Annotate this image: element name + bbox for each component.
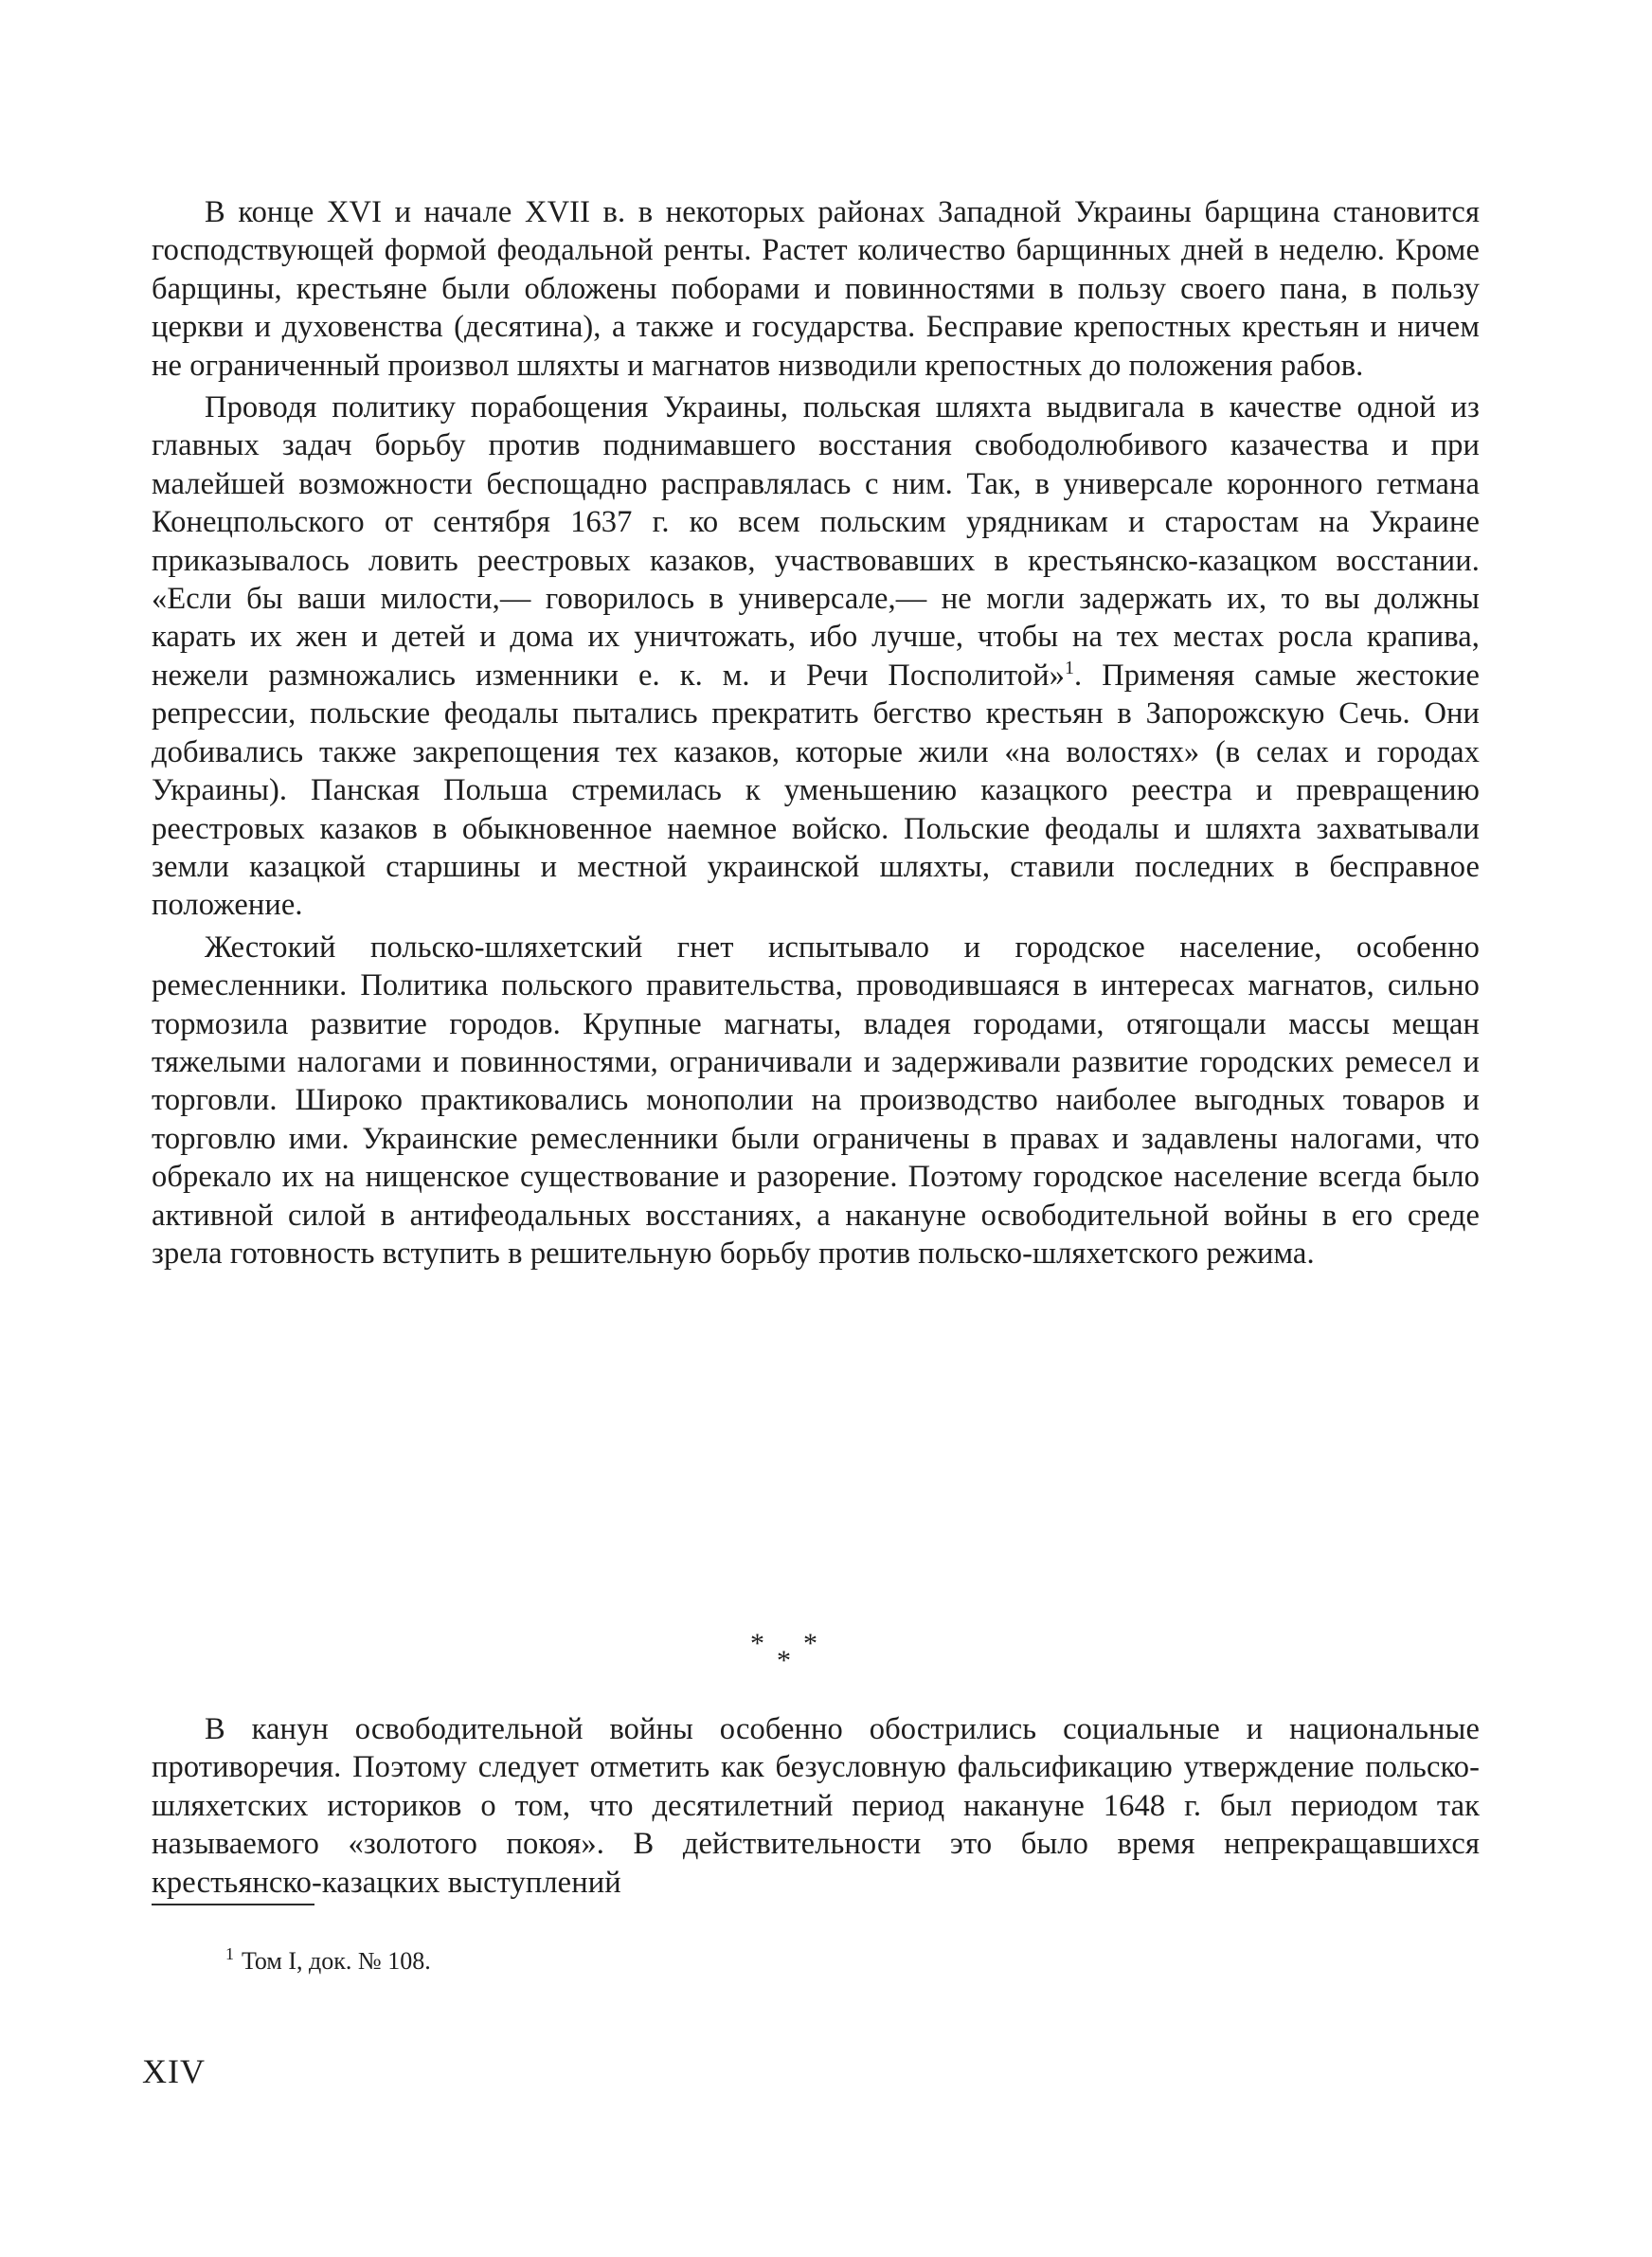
paragraph-2 <box>152 388 1480 925</box>
asterisk-left: * <box>750 1628 764 1659</box>
asterisk-middle: * <box>777 1645 791 1676</box>
paragraph-3: Жестокий польско-шляхетский гнет испытывало и городское население, особенно ремесленники. Политика польского правительства, проводившаяся в интересах магнатов, сильно тормозила развитие городов. Крупные магнаты, владея городами, отягощали массы мещан тяжелыми налогами и повинностями, ограничивали и задерживали развитие городских ремесел и торговли. Широко практиковались монополии на производство наиболее выгодных товаров и торговлю ими. Украинские ремесленники были ограничены в правах и задавлены налогами, что обрекало их на нищенское существование и разорение. Поэтому городское население всегда было активной силой в антифеодальных восстаниях, а накануне освободительной войны в его среде зрела готовность вступить в решительную борьбу против польско-шляхетского режима. <box>152 930 1480 1271</box>
paragraph-2-text: Проводя политику порабощения Украины, польская шляхта выдвигала в качестве одной из главных задач борьбу против поднимавшего восстания свободолюбивого казачества и при малейшей возможности беспощадно расправлялась с ним. Так, в универсале коронного гетмана Конецпольского от сентября 1637 г. ко всем польским урядникам и старостам на Украине приказывалось ловить реестровых казаков, участвовавших в крестьянско-казацком восстании. «Если бы ваши милости,— говорилось в универсале,— не могли задержать их, то вы должны карать их жен и детей и дома их уничтожать, ибо лучше, чтобы на тех местах росла крапива, нежели размножались изменники е. к. м. и Речи Посполитой» <box>152 390 1480 693</box>
footnote-mark: 1 <box>225 1944 234 1964</box>
asterisk-right: * <box>803 1628 817 1659</box>
section-break-asterism <box>739 1630 834 1677</box>
text-after-break <box>152 1710 1480 1902</box>
paragraph-1: В конце XVI и начале XVII в. в некоторых районах Западной Украины барщина становится господствующей формой феодальной ренты. Растет количество барщинных дней в неделю. Кроме барщины, крестьяне были обложены поборами и повинностями в пользу своего пана, в пользу церкви и духовенства (десятина), а также и государства. Бесправие крепостных крестьян и ничем не ограниченный произвол шляхты и магнатов низводили крепостных до положения рабов. <box>152 195 1480 383</box>
paragraph-2-continuation: . Применяя самые жестокие репрессии, польские феодалы пытались прекратить бегство крестьян в Запорожскую Сечь. Они добивались также закрепощения тех казаков, которые жили «на волостях» (в селах и городах Украины). Панская Польша стремилась к уменьшению казацкого реестра и превращению реестровых казаков в обыкновенное наемное войско. Польские феодалы и шляхта захватывали земли казацкой старшины и местной украинской шляхты, ставили последних в бесправное положение. <box>152 658 1480 923</box>
footnote-text: Том I, док. № 108. <box>242 1947 431 1975</box>
page-number: XIV <box>142 2052 206 2090</box>
footnote-reference: 1 <box>1064 658 1075 679</box>
footnote-divider <box>152 1904 314 1905</box>
main-text-block <box>152 193 1480 1273</box>
footnote <box>225 1946 431 1977</box>
paragraph-4: В канун освободительной войны особенно обострились социальные и национальные противоречия. Поэтому следует отметить как безусловную фальсификацию утверждение польско-шляхетских историков о том, что десятилетний период накануне 1648 г. был периодом так называемого «золотого покоя». В действительности это было время непрекращавшихся крестьянско-казацких выступлений <box>152 1712 1480 1900</box>
